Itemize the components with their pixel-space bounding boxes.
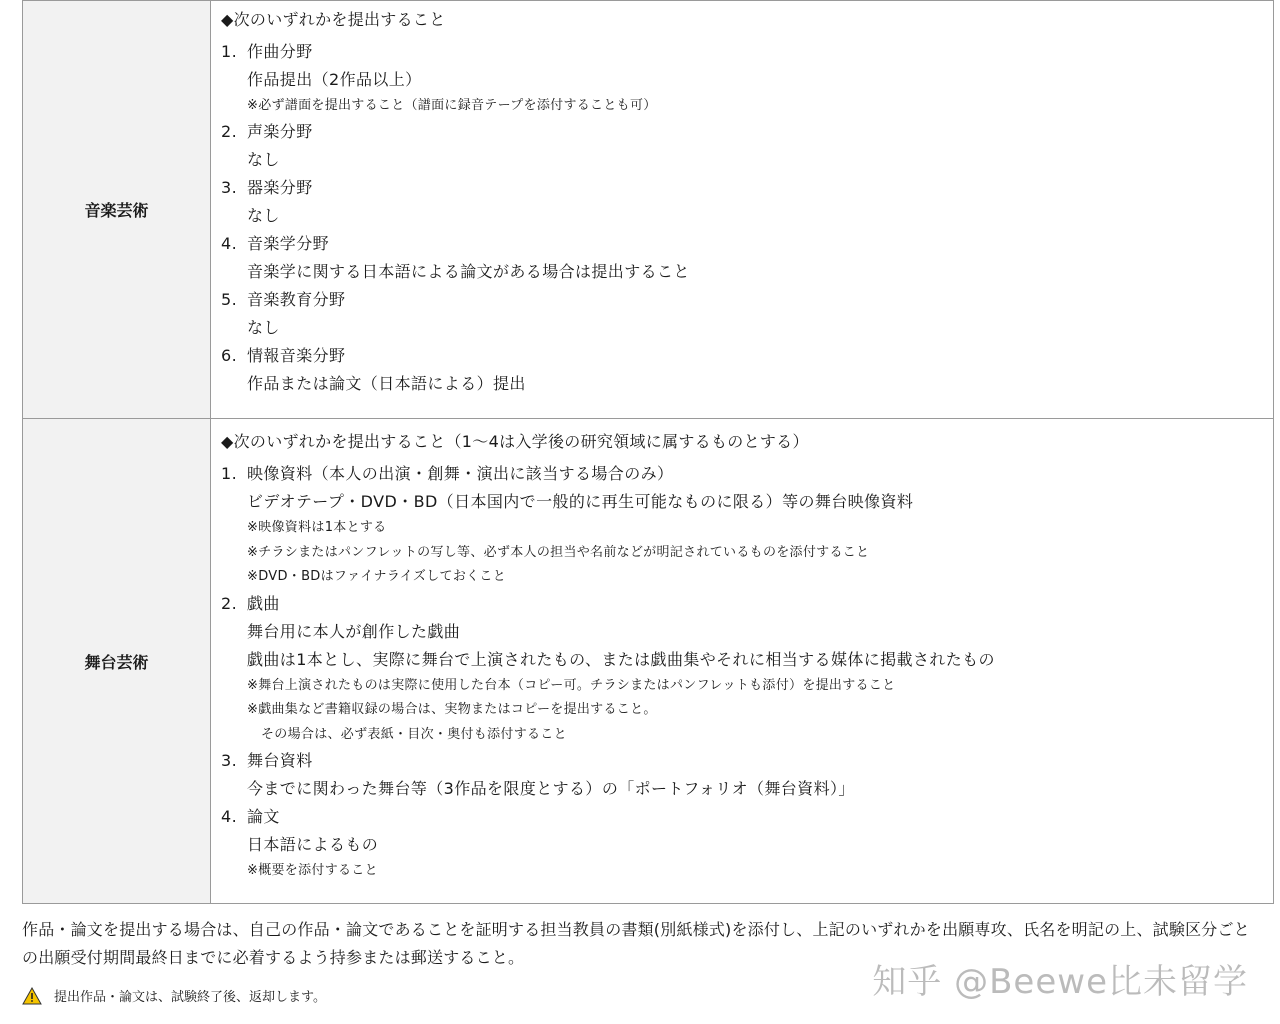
item-title-text: 舞台資料 — [247, 751, 313, 770]
item-detail-line: 作品提出（2作品以上） — [247, 70, 422, 89]
intro-text-stage: ◆次のいずれかを提出すること（1〜4は入学後の研究領域に属するものとする） — [221, 432, 809, 451]
item-detail-line: ビデオテープ・DVD・BD（日本国内で一般的に再生可能なものに限る）等の舞台映像資料 — [247, 492, 914, 511]
item-detail-line: 舞台用に本人が創作した戯曲 — [247, 621, 461, 641]
item-note-continuation: その場合は、必ず表紙・目次・奥付も添付すること — [261, 726, 567, 742]
item-title — [221, 460, 1273, 488]
item-title — [221, 803, 1273, 831]
music-item — [221, 230, 1273, 286]
item-note: ※チラシまたはパンフレットの写し等、必ず本人の担当や名前などが明記されているものを添付すること — [247, 544, 870, 560]
item-detail-line: 作品または論文（日本語による）提出 — [247, 374, 526, 393]
item-number: 3. — [221, 178, 238, 197]
item-detail-line: 戯曲は1本とし、実際に舞台で上演されたもの、または戯曲集やそれに相当する媒体に掲載されたもの — [247, 649, 995, 669]
music-item — [221, 286, 1273, 342]
music-item — [221, 342, 1273, 398]
item-title — [221, 174, 1273, 202]
item-details — [221, 488, 1273, 590]
row-label-stage: 舞台芸術 — [23, 419, 211, 904]
item-number: 3. — [221, 751, 238, 770]
requirements-table — [22, 0, 1274, 904]
row-content-stage — [211, 419, 1274, 904]
item-title-text: 映像資料（本人の出演・創舞・演出に該当する場合のみ） — [247, 464, 674, 483]
item-title-text: 作曲分野 — [247, 42, 313, 61]
item-number: 1. — [221, 464, 238, 483]
stage-item — [221, 803, 1273, 884]
item-details — [221, 775, 1273, 803]
item-title-text: 音楽教育分野 — [247, 290, 346, 309]
item-title — [221, 342, 1273, 370]
item-note: ※DVD・BDはファイナライズしておくこと — [247, 569, 507, 584]
footer-note: 作品・論文を提出する場合は、自己の作品・論文であることを証明する担当教員の書類(別紙様式)を添付し、上記のいずれかを出願専攻、氏名を明記の上、試験区分ごとの出願受付期間最終日までに必着するよう持参または郵送すること。 — [22, 920, 1250, 967]
music-item — [221, 38, 1273, 118]
item-title — [221, 590, 1273, 618]
item-title-text: 器楽分野 — [247, 178, 313, 197]
stage-item-list — [221, 460, 1273, 884]
item-title-text: 声楽分野 — [247, 122, 313, 141]
item-number: 4. — [221, 234, 238, 253]
item-note: ※必ず譜面を提出すること（譜面に録音テープを添付することも可） — [247, 98, 657, 113]
music-item — [221, 174, 1273, 230]
music-item — [221, 118, 1273, 174]
table-row-music — [23, 1, 1274, 419]
item-number: 4. — [221, 807, 238, 826]
item-details — [221, 66, 1273, 118]
intro-text-music: ◆次のいずれかを提出すること — [221, 10, 446, 29]
item-details — [221, 202, 1273, 230]
item-detail-line: なし — [247, 150, 280, 169]
item-title-text: 戯曲 — [247, 593, 280, 613]
item-detail-line: なし — [247, 206, 280, 225]
item-title — [221, 118, 1273, 146]
item-details — [221, 831, 1273, 884]
watermark: 知乎 @Beewe比未留学 — [872, 962, 1248, 1002]
return-notice — [22, 986, 326, 1005]
return-notice-text: 提出作品・論文は、試験終了後、返却します。 — [54, 990, 326, 1005]
item-title — [221, 286, 1273, 314]
item-title — [221, 747, 1273, 775]
item-note: ※戯曲集など書籍収録の場合は、実物またはコピーを提出すること。 — [247, 702, 657, 717]
stage-item — [221, 460, 1273, 590]
item-title — [221, 38, 1273, 66]
item-details — [221, 146, 1273, 174]
item-detail-line: 日本語によるもの — [247, 835, 379, 854]
warning-icon — [22, 987, 42, 1005]
item-detail-line: なし — [247, 318, 280, 337]
item-note: ※映像資料は1本とする — [247, 520, 387, 535]
stage-item — [221, 590, 1273, 748]
music-item-list — [221, 38, 1273, 398]
item-details — [221, 618, 1273, 748]
item-number: 5. — [221, 290, 238, 309]
item-number: 2. — [221, 593, 238, 613]
item-title-text: 情報音楽分野 — [247, 346, 346, 365]
item-detail-line: 今までに関わった舞台等（3作品を限度とする）の「ポートフォリオ（舞台資料）」 — [247, 779, 855, 798]
item-number: 6. — [221, 346, 238, 365]
item-note: ※概要を添付すること — [247, 863, 378, 878]
item-title-text: 音楽学分野 — [247, 234, 330, 253]
item-title-text: 論文 — [247, 807, 280, 826]
item-title — [221, 230, 1273, 258]
item-details — [221, 370, 1273, 398]
item-details — [221, 314, 1273, 342]
item-number: 1. — [221, 42, 238, 61]
item-note: ※舞台上演されたものは実際に使用した台本（コピー可。チラシまたはパンフレットも添付）を提出すること — [247, 677, 896, 693]
item-details — [221, 258, 1273, 286]
item-detail-line: 音楽学に関する日本語による論文がある場合は提出すること — [247, 262, 690, 281]
row-content-music — [211, 1, 1274, 419]
table-row-stage — [23, 419, 1274, 904]
stage-item — [221, 747, 1273, 803]
row-label-music: 音楽芸術 — [23, 1, 211, 419]
item-number: 2. — [221, 122, 238, 141]
